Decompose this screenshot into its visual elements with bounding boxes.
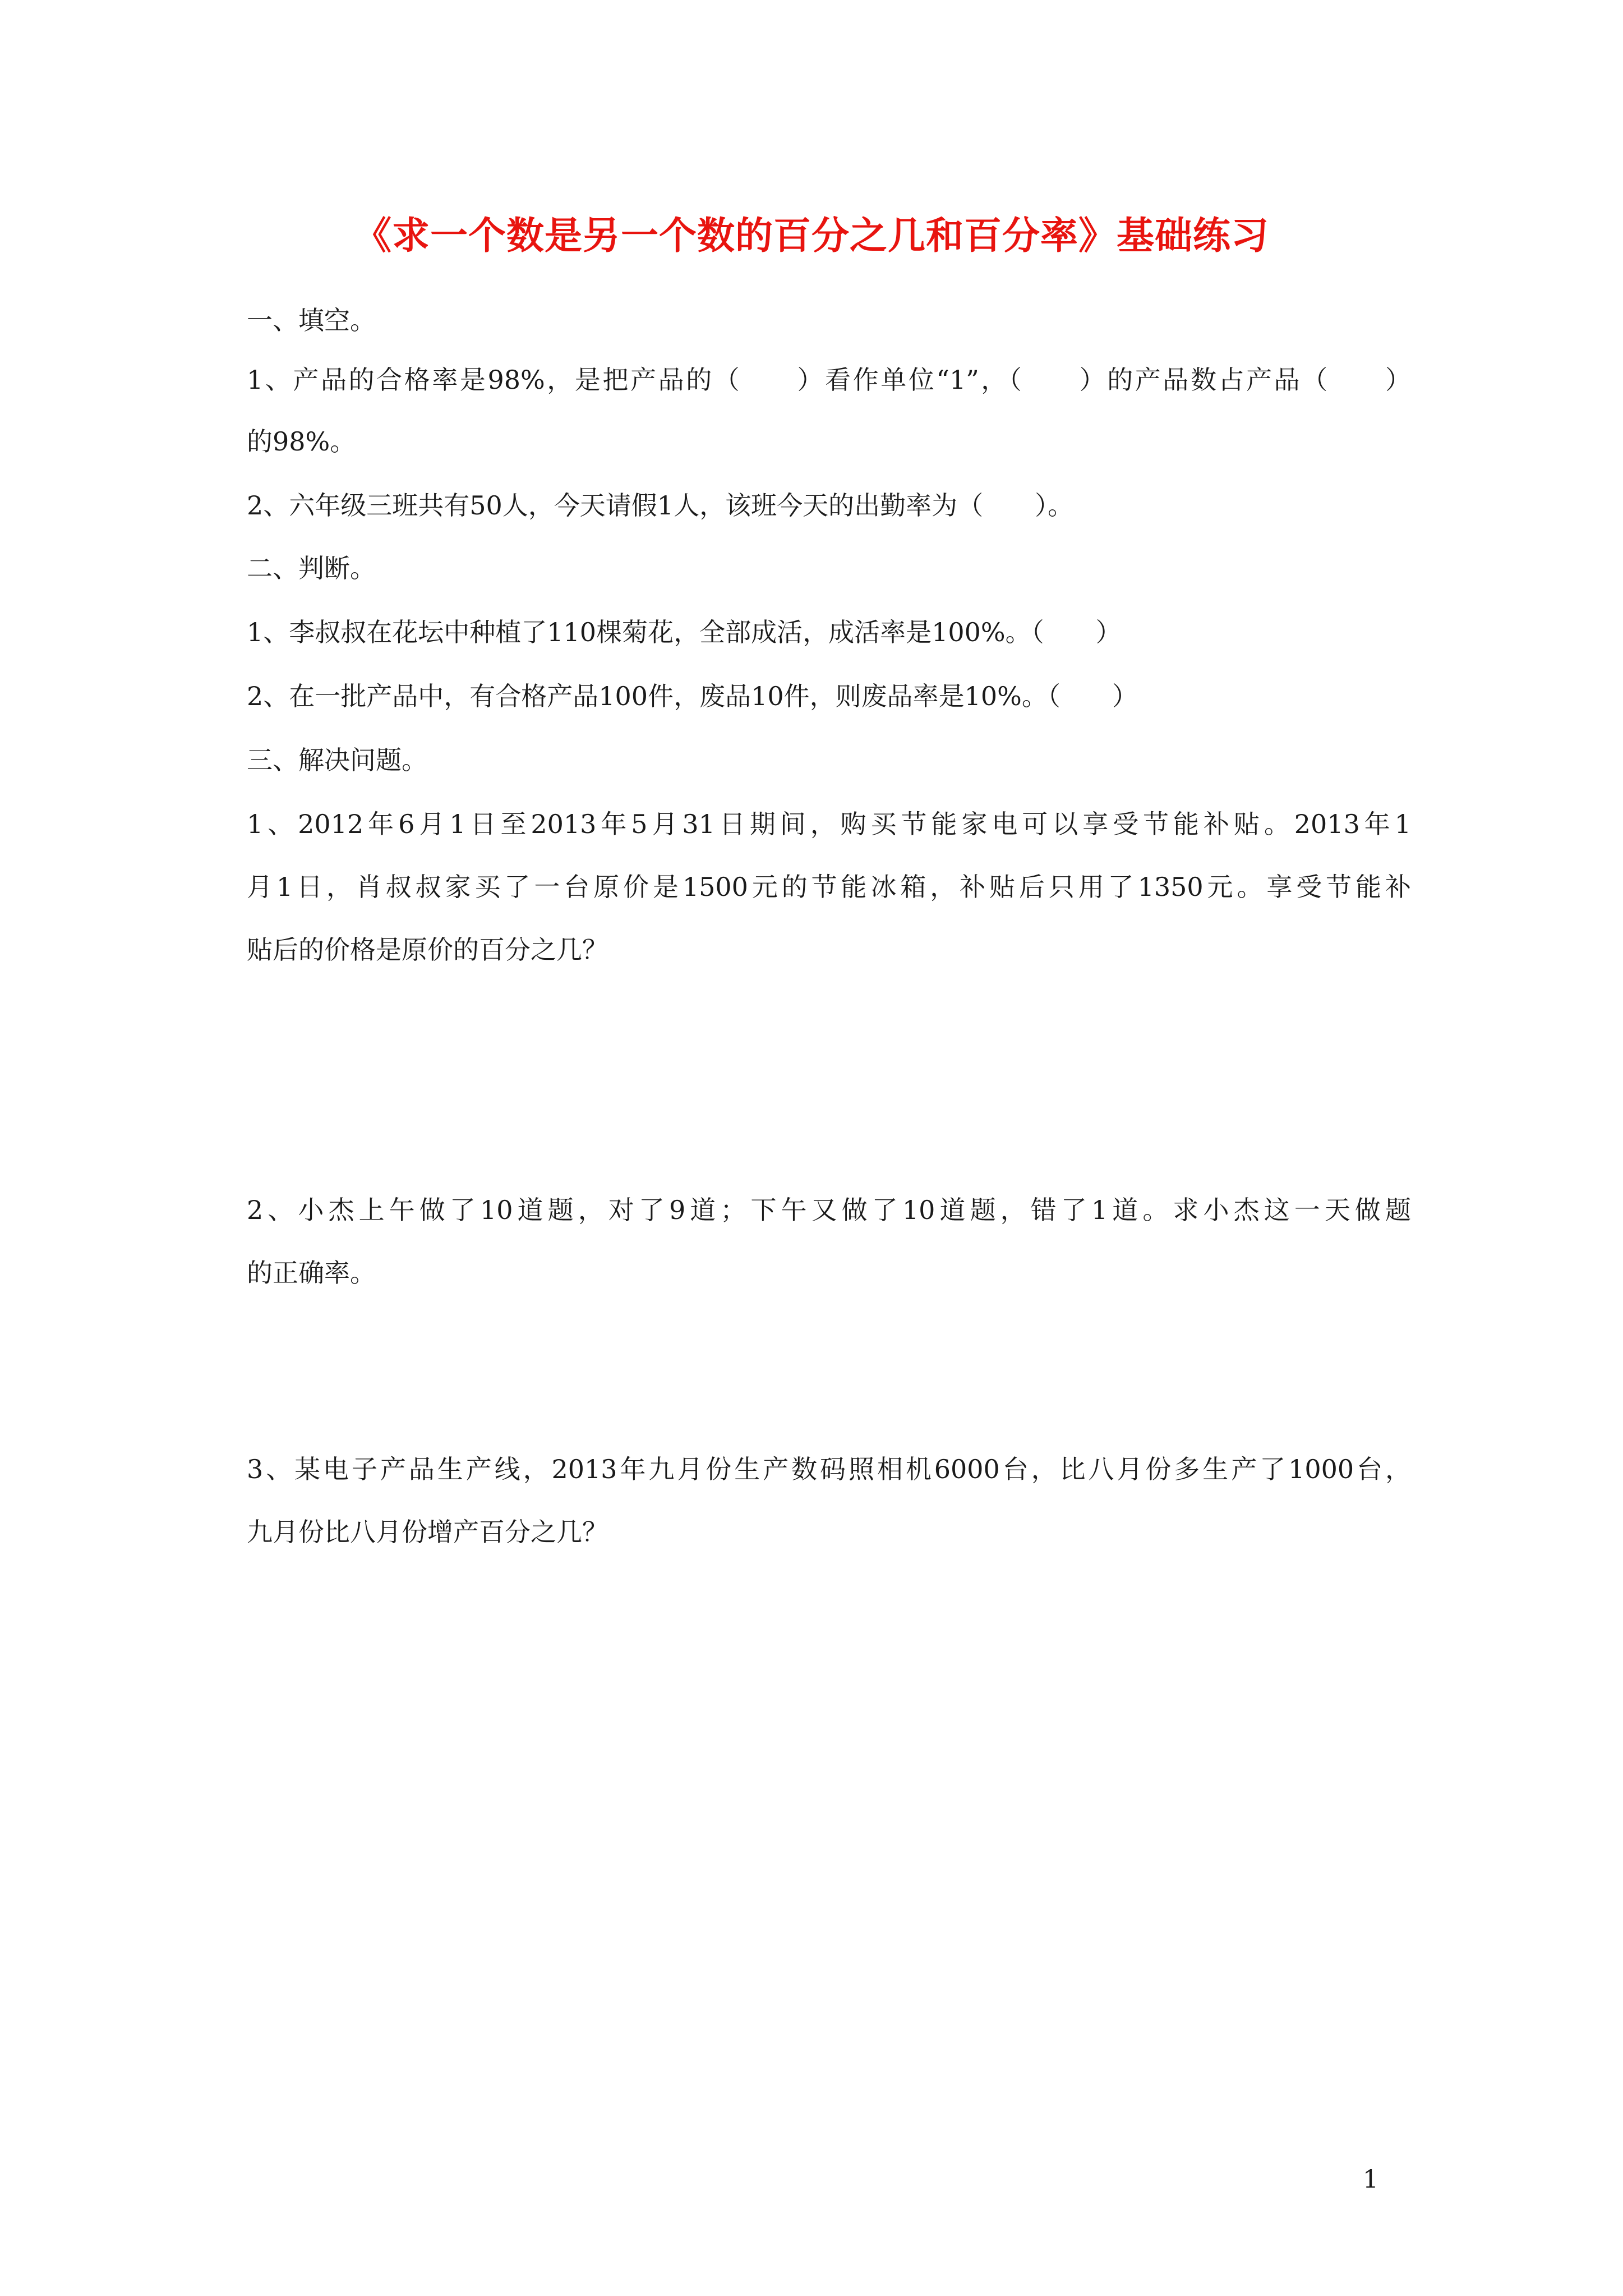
solve-question-2-line-2: 的正确率。 [247, 1258, 376, 1288]
fill-question-1-line-1: 1、产品的合格率是98%，是把产品的（ ）看作单位“1”，（ ）的产品数占产品（ ） [247, 365, 1411, 395]
solve-question-3-line-1: 3、某电子产品生产线，2013年九月份生产数码照相机6000台，比八月份多生产了1000台， [247, 1454, 1411, 1484]
judge-question-2: 2、在一批产品中，有合格产品100件，废品10件，则废品率是10%。（ ） [247, 681, 1138, 711]
page-number: 1 [1363, 2165, 1378, 2194]
solve-question-1-line-3: 贴后的价格是原价的百分之几？ [247, 935, 608, 965]
section-heading-solve: 三、解决问题。 [247, 745, 427, 775]
solve-question-2-line-1: 2、小杰上午做了10道题，对了9道；下午又做了10道题，错了1道。求小杰这一天做题 [247, 1195, 1411, 1225]
section-heading-fill: 一、填空。 [247, 305, 376, 335]
fill-question-1-line-2: 的98%。 [247, 426, 356, 457]
solve-question-3-line-2: 九月份比八月份增产百分之几？ [247, 1517, 608, 1547]
solve-question-1-line-1: 1、2012年6月1日至2013年5月31日期间，购买节能家电可以享受节能补贴。2013年1 [247, 809, 1411, 839]
fill-question-2: 2、六年级三班共有50人，今天请假1人，该班今天的出勤率为（ ）。 [247, 490, 1074, 521]
judge-question-1: 1、李叔叔在花坛中种植了110棵菊花，全部成活，成活率是100%。（ ） [247, 617, 1122, 647]
solve-question-1-line-2: 月1日，肖叔叔家买了一台原价是1500元的节能冰箱，补贴后只用了1350元。享受节能补 [247, 872, 1411, 902]
section-heading-judge: 二、判断。 [247, 553, 376, 583]
worksheet-title: 《求一个数是另一个数的百分之几和百分率》基础练习 [354, 213, 1269, 257]
